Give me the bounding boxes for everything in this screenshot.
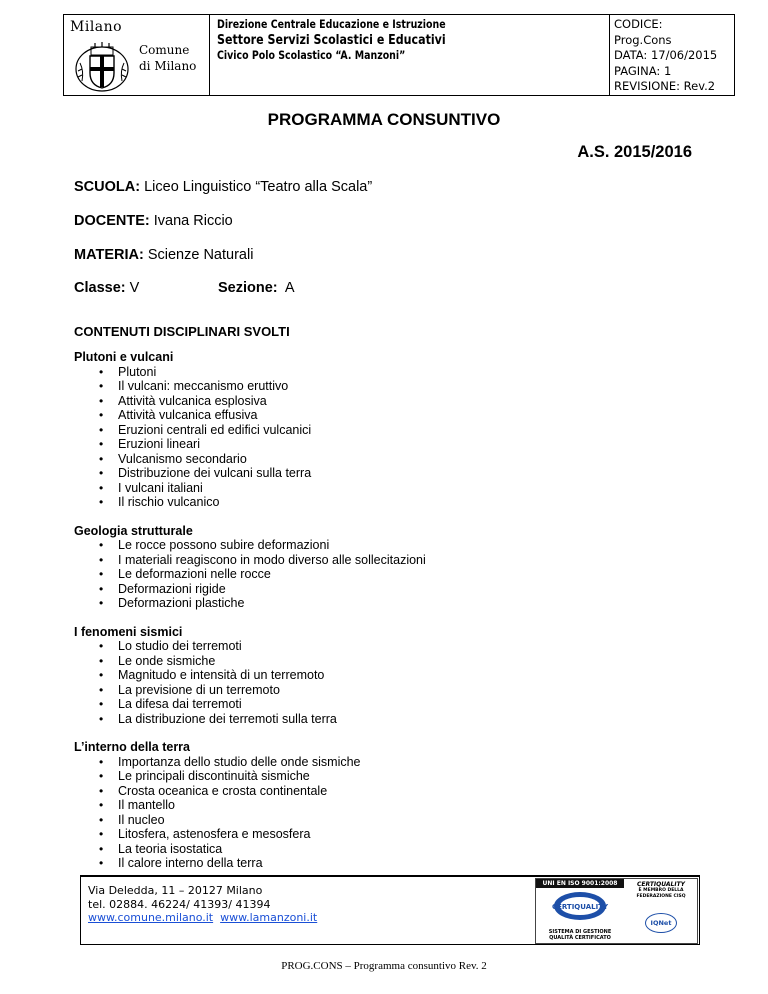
topic-item: • Il calore interno della terra <box>74 856 714 871</box>
topic-item: • La difesa dai terremoti <box>74 697 714 712</box>
milano-logo-word: Milano <box>70 19 123 35</box>
field-classe: Classe: V <box>74 280 140 296</box>
footer-address: Via Deledda, 11 – 20127 Milano tel. 02884. 46224/ 41393/ 41394 www.comune.milano.it www.lamanzoni.it <box>88 884 318 924</box>
topic-item: • I materiali reagiscono in modo diverso alle sollecitazioni <box>74 553 714 568</box>
topic-group <box>74 350 714 510</box>
topic-item: • Il nucleo <box>74 813 714 828</box>
topic-item: • Le principali discontinuità sismiche <box>74 769 714 784</box>
comune-label: Comune di Milano <box>139 43 197 73</box>
topic-list <box>74 365 714 510</box>
content-groups <box>74 350 714 885</box>
school-year: A.S. 2015/2016 <box>577 143 692 161</box>
topic-item: • Lo studio dei terremoti <box>74 639 714 654</box>
field-scuola: SCUOLA: Liceo Linguistico “Teatro alla Scala” <box>74 179 373 195</box>
coat-of-arms-icon <box>72 41 132 93</box>
topic-title: I fenomeni sismici <box>74 624 183 639</box>
header-direction: Direzione Centrale Educazione e Istruzione <box>217 17 446 31</box>
topic-item: • Eruzioni lineari <box>74 437 714 452</box>
header-sector: Settore Servizi Scolastici e Educativi <box>217 32 446 48</box>
topic-item: • Deformazioni plastiche <box>74 596 714 611</box>
certification-logo <box>535 878 698 944</box>
topic-group <box>74 625 714 727</box>
footer-doc-line: PROG.CONS – Programma consuntivo Rev. 2 <box>281 960 487 972</box>
iqnet-icon: IQNet <box>645 913 677 933</box>
topic-item: • Il vulcani: meccanismo eruttivo <box>74 379 714 394</box>
codice-label: CODICE: <box>614 17 663 31</box>
topic-item: • Litosfera, astenosfera e mesosfera <box>74 827 714 842</box>
topic-item: • Vulcanismo secondario <box>74 452 714 467</box>
cisq-member-badge: CERTIQUALITY È MEMBRO DELLA FEDERAZIONE CISQ IQNet <box>625 879 697 943</box>
topic-item: • Attività vulcanica esplosiva <box>74 394 714 409</box>
topic-item: • Le deformazioni nelle rocce <box>74 567 714 582</box>
header-school: Civico Polo Scolastico “A. Manzoni” <box>217 48 406 62</box>
topic-list <box>74 755 714 871</box>
section-title: CONTENUTI DISCIPLINARI SVOLTI <box>74 324 290 339</box>
topic-item: • La previsione di un terremoto <box>74 683 714 698</box>
topic-title: Plutoni e vulcani <box>74 350 174 364</box>
topic-item: • Le onde sismiche <box>74 654 714 669</box>
codice-value: Prog.Cons <box>614 32 672 47</box>
topic-group <box>74 524 714 611</box>
link-comune[interactable]: www.comune.milano.it <box>88 911 214 924</box>
topic-list <box>74 639 714 726</box>
header-doc-info <box>610 15 734 95</box>
header-institution <box>210 15 610 95</box>
topic-item: • Le rocce possono subire deformazioni <box>74 538 714 553</box>
topic-item: • Magnitudo e intensità di un terremoto <box>74 668 714 683</box>
logo-cell <box>64 15 210 95</box>
field-materia: MATERIA: Scienze Naturali <box>74 247 254 263</box>
topic-item: • Il mantello <box>74 798 714 813</box>
doc-page: PAGINA: 1 <box>614 63 672 78</box>
link-manzoni[interactable]: www.lamanzoni.it <box>220 911 318 924</box>
topic-item: • Plutoni <box>74 365 714 380</box>
topic-title: L’interno della terra <box>74 740 191 754</box>
document-header <box>63 14 735 96</box>
topic-item: • Distribuzione dei vulcani sulla terra <box>74 466 714 481</box>
topic-item: • Il rischio vulcanico <box>74 495 714 510</box>
topic-item: • Importanza dello studio delle onde sismiche <box>74 755 714 770</box>
field-sezione: Sezione: A <box>218 280 295 296</box>
topic-item: • La teoria isostatica <box>74 842 714 857</box>
topic-item: • La distribuzione dei terremoti sulla terra <box>74 712 714 727</box>
topic-item: • I vulcani italiani <box>74 481 714 496</box>
topic-list <box>74 538 714 611</box>
field-docente: DOCENTE: Ivana Riccio <box>74 213 233 229</box>
document-title: PROGRAMMA CONSUNTIVO <box>267 110 501 129</box>
topic-item: • Deformazioni rigide <box>74 582 714 597</box>
iso-cert-badge: UNI EN ISO 9001:2008 CERTIQUALITY SISTEMA DI GESTIONE QUALITÀ CERTIFICATO <box>536 879 624 943</box>
topic-item: • Crosta oceanica e crosta continentale <box>74 784 714 799</box>
topic-group <box>74 740 714 871</box>
topic-item: • Attività vulcanica effusiva <box>74 408 714 423</box>
topic-title: Geologia strutturale <box>74 523 193 538</box>
doc-date: DATA: 17/06/2015 <box>614 48 718 62</box>
doc-revision: REVISIONE: Rev.2 <box>614 79 716 93</box>
topic-item: • Eruzioni centrali ed edifici vulcanici <box>74 423 714 438</box>
certiquality-icon <box>536 888 624 922</box>
svg-text:CERTIQUALITY: CERTIQUALITY <box>551 903 609 911</box>
